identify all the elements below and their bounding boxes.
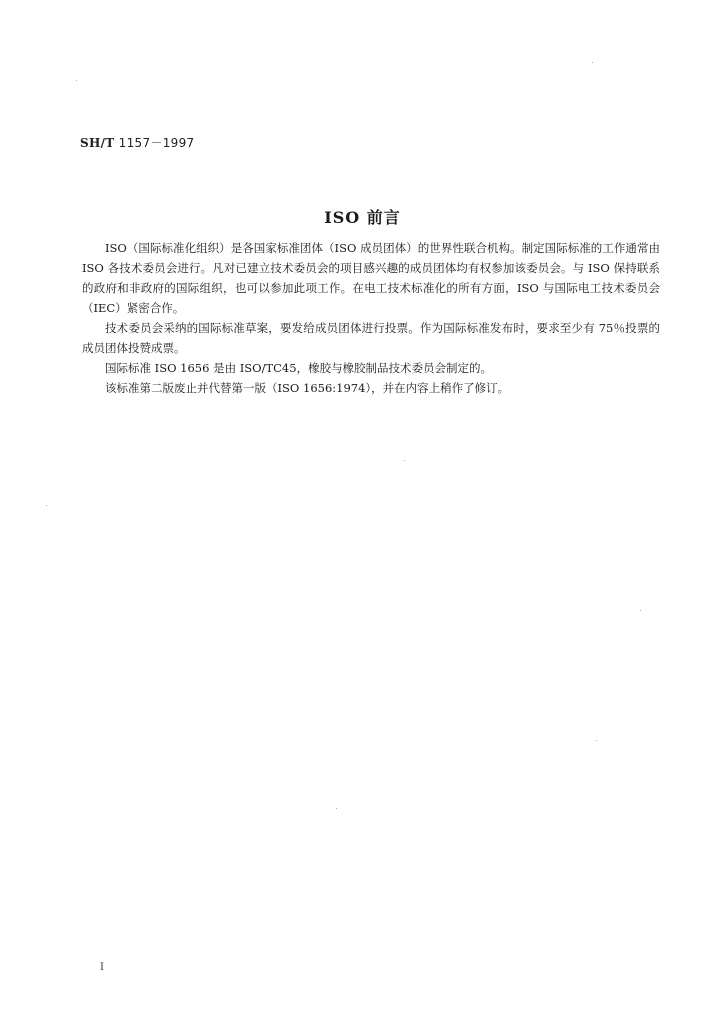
- standard-code: [80, 134, 194, 151]
- scan-speck: [336, 808, 337, 809]
- standard-code-number: 1157－1997: [118, 136, 195, 150]
- paragraph: 该标准第二版废止并代替第一版（ISO 1656:1974），并在内容上稍作了修订。: [105, 381, 510, 395]
- scan-speck: [592, 62, 593, 63]
- scan-speck: [596, 740, 597, 741]
- paragraph: 国际标准 ISO 1656 是由 ISO/TC45，橡胶与橡胶制品技术委员会制定的。: [105, 361, 493, 375]
- standard-code-prefix: SH/T: [80, 136, 115, 150]
- paragraph: ISO（国际标准化组织）是各国家标准团体（ISO 成员团体）的世界性联合机构。制定国际标准的工作通常由 ISO 各技术委员会进行。凡对已建立技术委员会的项目感兴趣的成员团体均有权参加该委员会。与 ISO 保持联系的政府和非政府的国际组织，也可以参加此项工作。在电工技术标准化的所有方面，ISO 与国际电工技术委员会（IEC）紧密合作。: [82, 241, 660, 315]
- scan-speck: [404, 460, 405, 461]
- paragraph: 技术委员会采纳的国际标准草案，要发给成员团体进行投票。作为国际标准发布时，要求至少有 75％投票的成员团体投赞成票。: [82, 321, 660, 355]
- scan-speck: [640, 610, 641, 611]
- page-number: Ⅰ: [100, 962, 104, 973]
- page-title: ISO 前言: [324, 208, 401, 227]
- foreword-body: [82, 238, 660, 398]
- scan-speck: [46, 505, 47, 506]
- scan-speck: [76, 80, 77, 81]
